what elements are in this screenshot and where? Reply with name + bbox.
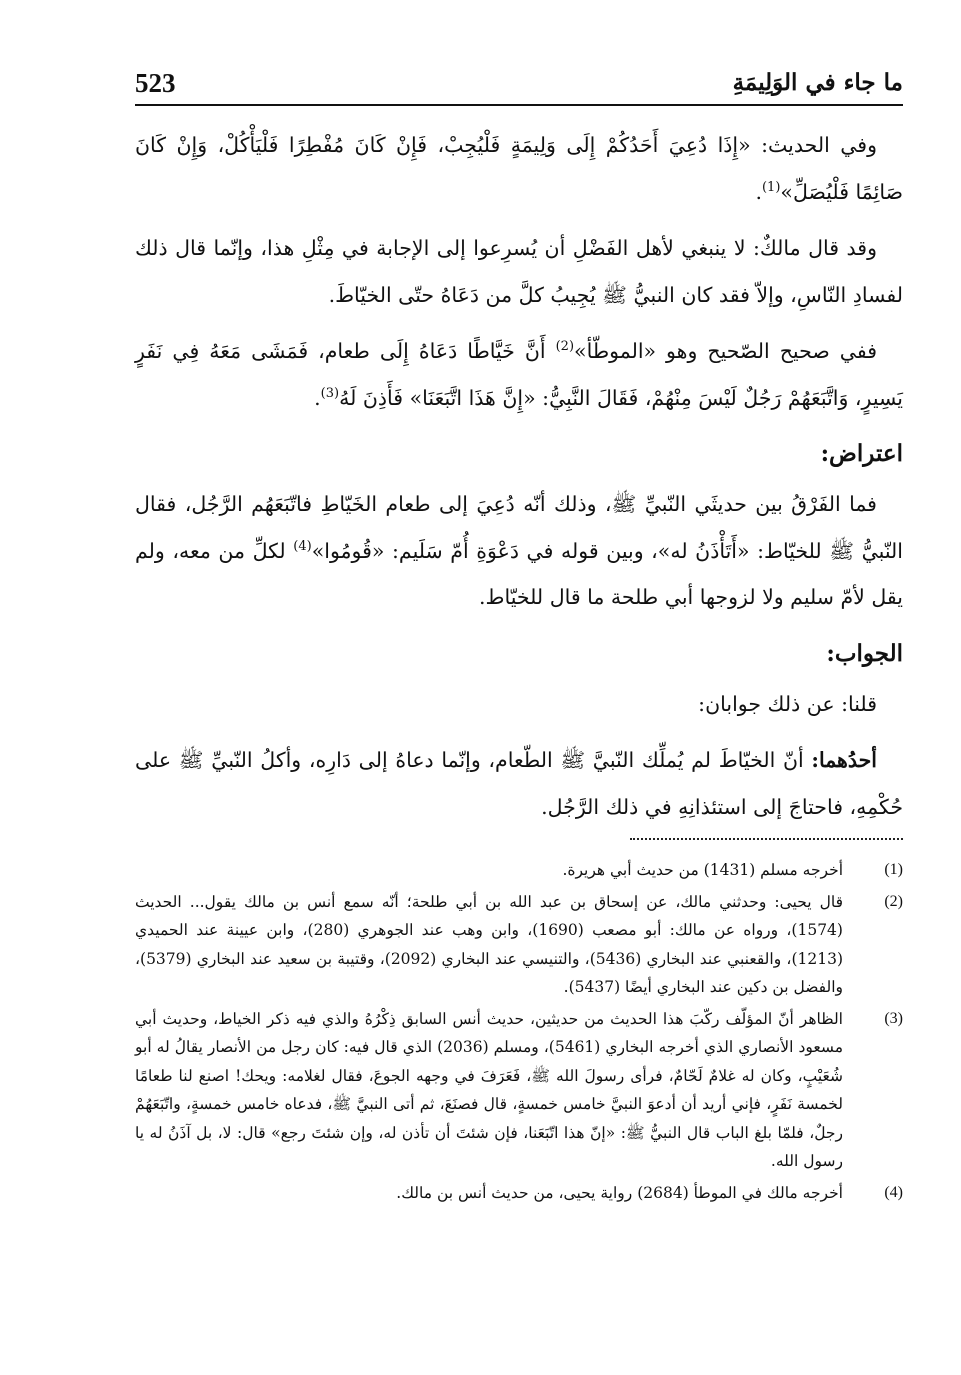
paragraph-objection: [135, 481, 903, 621]
footnote-item: [135, 1005, 903, 1176]
paragraph-text: قلنا: عن ذلك جوابان:: [698, 691, 877, 716]
main-text: [135, 122, 903, 840]
paragraph-text: فما الفَرْقُ بين حديثَي النّبيِّ ﷺ، وذلك أنّه دُعِيَ إلى طعام الخَيّاطِ فاتّبَعَهُم الرَّجُل، فقال النّبيُّ ﷺ للخيّاط: «أَتَأْذَنُ له»، وبين قوله في دَعْوَةِ أُمّ سَلَيم: «قُومُوا»: [135, 492, 903, 563]
section-heading-answer: الجواب:: [826, 639, 903, 667]
paragraph-text: وفي الحديث: «إِذَا دُعِيَ أَحَدُكُمْ إِلَى وَلِيمَةٍ فَلْيُجِبْ، فَإِنْ كَانَ مُفْطِرًا فَلْيَأْكُلْ، وَإِنْ كَانَ صَائِمًا فَلْيُصَلِّ»: [135, 133, 903, 204]
paragraph-muwatta-tailor: [135, 328, 903, 421]
paragraph-end: .: [314, 385, 321, 410]
paragraph-malik-statement: [135, 225, 903, 318]
footnote-number: (2): [884, 892, 903, 910]
paragraph-two-answers: [135, 681, 903, 728]
footnote-number: (1): [884, 861, 903, 878]
paragraph-hadith-walima: [135, 122, 903, 215]
page-number: 523: [135, 68, 176, 98]
footnote-text: الظاهر أنّ المؤلّف ركّبَ هذا الحديث من حديثين، حديث أنس السابق ذِكْرُهُ والذي فيه ذكر الخياط، وحديث أبي مسعود الأنصاري الذي أخرجه البخاري (5461)، ومسلم (2036) الذي قال فيه: كان رجل من الأنصار يقالُ له أبو شُعَيْبٍ، وكان له غلامٌ لَحّامٌ، فرأى رسولَ الله ﷺ، فَعَرَفَ في وجهه الجوعَ، فقال لغلامه: ويحك! اصنع لنا طعامًا لخمسة نَفَرٍ، فإني أريد أن أدعوَ النبيَّ خامس خمسةٍ، قال فصنَعَ، ثم أتى النبيَّ ﷺ، فدعاه خامس خمسةٍ، واتّبَعَهُمْ رجلٌ، فلمّا بلغ الباب قال النبيُّ ﷺ: «إنّ هذا اتّبَعَنا، فإن شئتَ أن تأذن له، وإن شئتَ رجع» قال: لا، بل آذَنُ له يا رسول الله.: [135, 1009, 844, 1170]
paragraph-text: وقد قال مالكٌ: لا ينبغي لأهل الفَضْلِ أن يُسرِعوا إلى الإجابة في مِثْلِ هذا، وإنّما قال ذلك لفسادِ النّاسِ، وإلاّ فقد كان النبيُّ ﷺ يُجِيبُ كلَّ من دَعَاهُ حتّى الخيّاطَ.: [135, 236, 903, 307]
footnote-separator: [630, 838, 903, 840]
footnote-text: أخرجه مالك في الموطأ (2684) رواية يحيى، من حديث أنس بن مالك.: [396, 1183, 843, 1202]
footnote-text: قال يحيى: وحدثني مالك، عن إسحاق بن عبد الله بن أبي طلحة؛ أنّه سمع أنس بن مالك يقول... الحديث (1574)، ورواه عن مالك: أبو مصعب (1690)، وابن وهب عند الجوهري (280)، وابن عيينة عند الحميدي (1213)، والقعنبي عند البخاري (5436)، والتنيسي عند البخاري (2092)، وقتيبة بن سعيد عند البخاري (5379)، والفضل بن دكين عند البخاري أيضًا (5437).: [135, 892, 844, 996]
footnotes: [135, 856, 903, 1210]
paragraph-text-continued: لكلِّ من معه، ولم يقل لأمّ سليم ولا لزوجها أبي طلحة ما قال للخيّاط.: [135, 538, 903, 609]
footnote-marker: (1): [761, 179, 781, 195]
footnote-marker: (4): [293, 538, 312, 554]
section-heading-objection: اعتراض:: [820, 440, 903, 467]
page-header: [135, 66, 903, 100]
paragraph-text-continued: أَنَّ خَيَّاطًا دَعَاهُ إِلَى طعام، فَمَشَى مَعَهُ فِي نَفَرٍ يَسِيرٍ، وَاتَّبَعَهُمْ رَجُلٌ لَيْسَ مِنْهُمْ، فَقَالَ النَّبِيُّ: «إِنَّ هَذَا اتَّبَعَنَا» فَأَذِنَ لَهُ: [135, 339, 903, 410]
footnote-number: (4): [884, 1183, 903, 1201]
footnote-item: [135, 888, 903, 1002]
header-rule: [135, 104, 903, 106]
footnote-number: (3): [884, 1009, 903, 1027]
footnote-marker: (3): [320, 385, 340, 401]
paragraph-text: أنّ الخيّاطَ لم يُملِّك النّبيَّ ﷺ الطّعام، وإنّما دعاهُ إلى دَارِه، وأكلُ النّبيِّ ﷺ على حُكْمِهِ، فاحتاجَ إلى استئذانِهِ في ذلك الرَّجُل.: [135, 748, 903, 819]
paragraph-lead: أحدُهما:: [811, 748, 877, 772]
running-title: ما جاء في الوَلِيمَةِ: [732, 69, 903, 96]
paragraph-text: ففي صحيح الصّحيح وهو «الموطّأ»: [574, 339, 877, 363]
paragraph-end: .: [755, 179, 762, 204]
footnote-text: أخرجه مسلم (1431) من حديث أبي هريرة.: [562, 861, 843, 879]
footnote-item: [135, 1179, 903, 1208]
footnote-item: [135, 856, 903, 885]
paragraph-first-answer: [135, 737, 903, 830]
footnote-marker: (2): [555, 339, 575, 355]
